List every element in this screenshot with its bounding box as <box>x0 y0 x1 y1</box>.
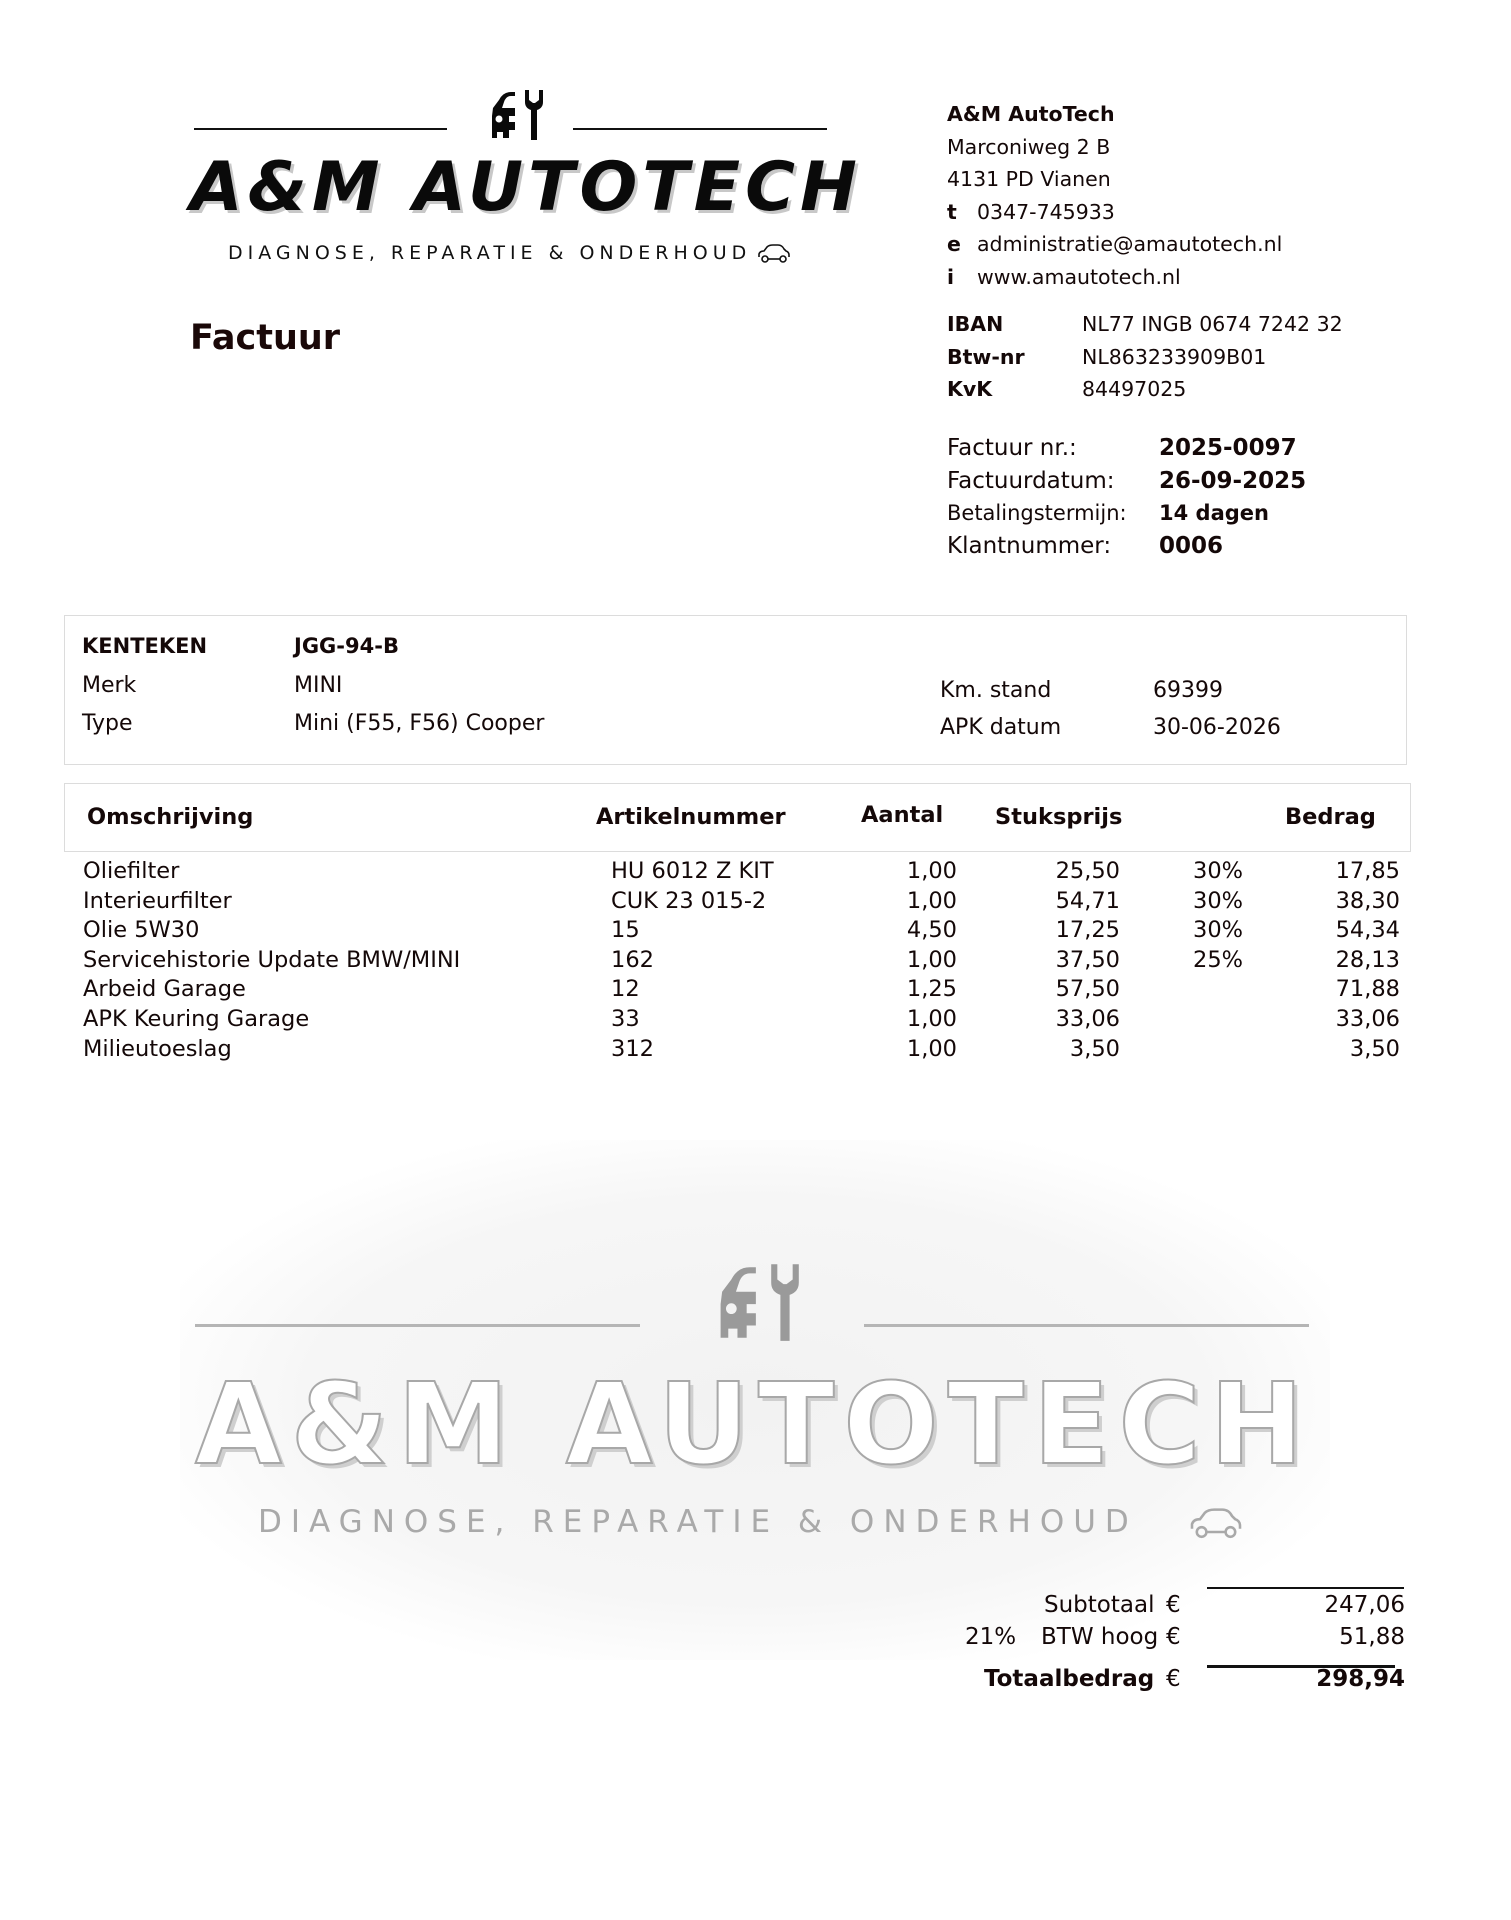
vehicle-info-box <box>64 615 1407 765</box>
row-article: 12 <box>611 976 640 1003</box>
type-value: Mini (F55, F56) Cooper <box>294 711 545 736</box>
row-discount: 30% <box>1193 887 1244 914</box>
row-amount: 38,30 <box>1335 887 1400 914</box>
table-row <box>0 917 1511 947</box>
subtotal-rule <box>1207 1587 1404 1589</box>
row-description: Interieurfilter <box>83 887 232 914</box>
row-article: CUK 23 015-2 <box>611 887 767 914</box>
row-amount: 71,88 <box>1335 976 1400 1003</box>
row-description: Servicehistorie Update BMW/MINI <box>83 946 461 973</box>
company-name: A&M AutoTech <box>947 102 1115 126</box>
invoice-number-value: 2025-0097 <box>1159 435 1297 461</box>
row-quantity: 1,00 <box>906 887 957 914</box>
items-table-header <box>64 783 1411 852</box>
row-quantity: 1,00 <box>906 1035 957 1062</box>
document-title: Factuur <box>190 318 341 358</box>
btw-label: Btw-nr <box>947 344 1025 369</box>
header-amount: Bedrag <box>1285 804 1376 830</box>
watermark-car-outline-icon <box>1188 1508 1244 1540</box>
row-amount: 17,85 <box>1335 858 1400 884</box>
car-wrench-icon <box>489 86 549 142</box>
vat-rate: 21% <box>965 1624 1017 1650</box>
customer-number-value: 0006 <box>1159 532 1224 559</box>
company-street: Marconiweg 2 B <box>947 134 1111 159</box>
row-amount: 33,06 <box>1335 1006 1400 1032</box>
row-description: Arbeid Garage <box>83 976 246 1003</box>
row-description: APK Keuring Garage <box>83 1006 310 1032</box>
row-quantity: 1,00 <box>906 858 957 884</box>
row-amount: 54,34 <box>1335 917 1400 944</box>
row-unit-price: 3,50 <box>1069 1035 1120 1062</box>
table-row <box>0 1036 1511 1066</box>
header-unit-price: Stuksprijs <box>995 804 1123 830</box>
apk-value: 30-06-2026 <box>1153 715 1281 740</box>
row-unit-price: 54,71 <box>1055 887 1120 914</box>
meta-row-invoice-number <box>947 432 1306 465</box>
payment-term-label: Betalingstermijn: <box>947 501 1127 525</box>
email-key: e <box>947 232 961 256</box>
website-key: i <box>947 264 955 289</box>
row-description: Oliefilter <box>83 858 180 884</box>
type-label: Type <box>82 711 133 736</box>
subtotal-value: 247,06 <box>1324 1592 1405 1618</box>
total-label: Totaalbedrag <box>984 1666 1155 1692</box>
row-quantity: 1,00 <box>906 1006 957 1032</box>
phone-key: t <box>947 199 957 224</box>
logo-divider-left <box>194 128 447 130</box>
merk-value: MINI <box>294 673 343 698</box>
merk-label: Merk <box>82 673 137 698</box>
company-logo-title: A&M AUTOTECH <box>190 148 862 227</box>
vat-currency: € <box>1166 1624 1181 1650</box>
bank-row-kvk <box>947 373 1343 406</box>
row-amount: 28,13 <box>1335 946 1400 973</box>
company-logo-tagline: DIAGNOSE, REPARATIE & ONDERHOUD <box>228 242 752 264</box>
website-value[interactable]: www.amautotech.nl <box>977 264 1181 289</box>
customer-number-label: Klantnummer: <box>947 532 1112 559</box>
watermark-car-wrench-icon <box>716 1258 808 1344</box>
km-value: 69399 <box>1153 678 1223 703</box>
kenteken-label: KENTEKEN <box>82 634 208 658</box>
row-description: Milieutoeslag <box>83 1035 232 1062</box>
car-outline-icon <box>757 244 791 264</box>
vat-label: BTW hoog <box>1041 1624 1159 1650</box>
header-quantity: Aantal <box>861 802 944 828</box>
row-article: 312 <box>611 1035 654 1062</box>
vat-value: 51,88 <box>1339 1624 1405 1650</box>
company-phone <box>947 196 1282 229</box>
kvk-label: KvK <box>947 377 993 401</box>
logo-divider-right <box>573 128 827 130</box>
km-label: Km. stand <box>940 678 1052 703</box>
row-article: 33 <box>611 1006 640 1032</box>
row-unit-price: 33,06 <box>1055 1006 1120 1032</box>
header-description: Omschrijving <box>87 804 254 830</box>
invoice-meta <box>947 432 1306 562</box>
row-discount: 30% <box>1193 917 1244 944</box>
row-discount: 25% <box>1193 946 1244 973</box>
row-article: HU 6012 Z KIT <box>611 858 774 884</box>
meta-row-customer-number <box>947 530 1306 563</box>
header-article: Artikelnummer <box>596 804 786 830</box>
meta-row-invoice-date <box>947 465 1306 498</box>
table-row <box>0 858 1511 888</box>
kvk-value: 84497025 <box>1082 377 1187 401</box>
kenteken-value: JGG-94-B <box>294 634 399 658</box>
bank-row-btw <box>947 341 1343 374</box>
watermark-divider-right <box>864 1324 1309 1327</box>
row-quantity: 1,25 <box>906 976 957 1003</box>
iban-value: NL77 INGB 0674 7242 32 <box>1082 312 1343 336</box>
apk-label: APK datum <box>940 715 1062 740</box>
row-unit-price: 37,50 <box>1055 946 1120 973</box>
bank-info <box>947 308 1343 406</box>
invoice-number-label: Factuur nr.: <box>947 435 1077 461</box>
row-unit-price: 25,50 <box>1055 858 1120 884</box>
watermark-divider-left <box>195 1324 640 1327</box>
row-unit-price: 17,25 <box>1055 917 1120 944</box>
subtotal-currency: € <box>1166 1592 1181 1618</box>
company-email <box>947 228 1282 261</box>
watermark-tagline: DIAGNOSE, REPARATIE & ONDERHOUD <box>258 1504 1138 1540</box>
table-row <box>0 1006 1511 1036</box>
iban-label: IBAN <box>947 312 1004 336</box>
row-article: 162 <box>611 946 654 973</box>
table-row <box>0 976 1511 1006</box>
row-description: Olie 5W30 <box>83 917 200 944</box>
bank-row-iban <box>947 308 1343 341</box>
total-value: 298,94 <box>1316 1666 1405 1692</box>
row-discount: 30% <box>1193 858 1244 884</box>
company-info <box>947 98 1282 293</box>
company-website <box>947 261 1282 294</box>
table-row <box>0 888 1511 918</box>
row-quantity: 4,50 <box>906 917 957 944</box>
table-row <box>0 947 1511 977</box>
email-value[interactable]: administratie@amautotech.nl <box>977 232 1283 256</box>
phone-value: 0347-745933 <box>977 199 1115 224</box>
invoice-date-label: Factuurdatum: <box>947 467 1115 494</box>
btw-value: NL863233909B01 <box>1082 344 1267 369</box>
invoice-date-value: 26-09-2025 <box>1159 467 1307 494</box>
row-amount: 3,50 <box>1349 1035 1400 1062</box>
watermark-title: A&M AUTOTECH <box>195 1360 1313 1490</box>
company-city: 4131 PD Vianen <box>947 167 1111 191</box>
meta-row-payment-term <box>947 497 1306 530</box>
row-article: 15 <box>611 917 640 944</box>
payment-term-value: 14 dagen <box>1159 501 1269 525</box>
row-unit-price: 57,50 <box>1055 976 1120 1003</box>
total-currency: € <box>1166 1666 1181 1692</box>
row-quantity: 1,00 <box>906 946 957 973</box>
subtotal-label: Subtotaal <box>1044 1592 1155 1618</box>
